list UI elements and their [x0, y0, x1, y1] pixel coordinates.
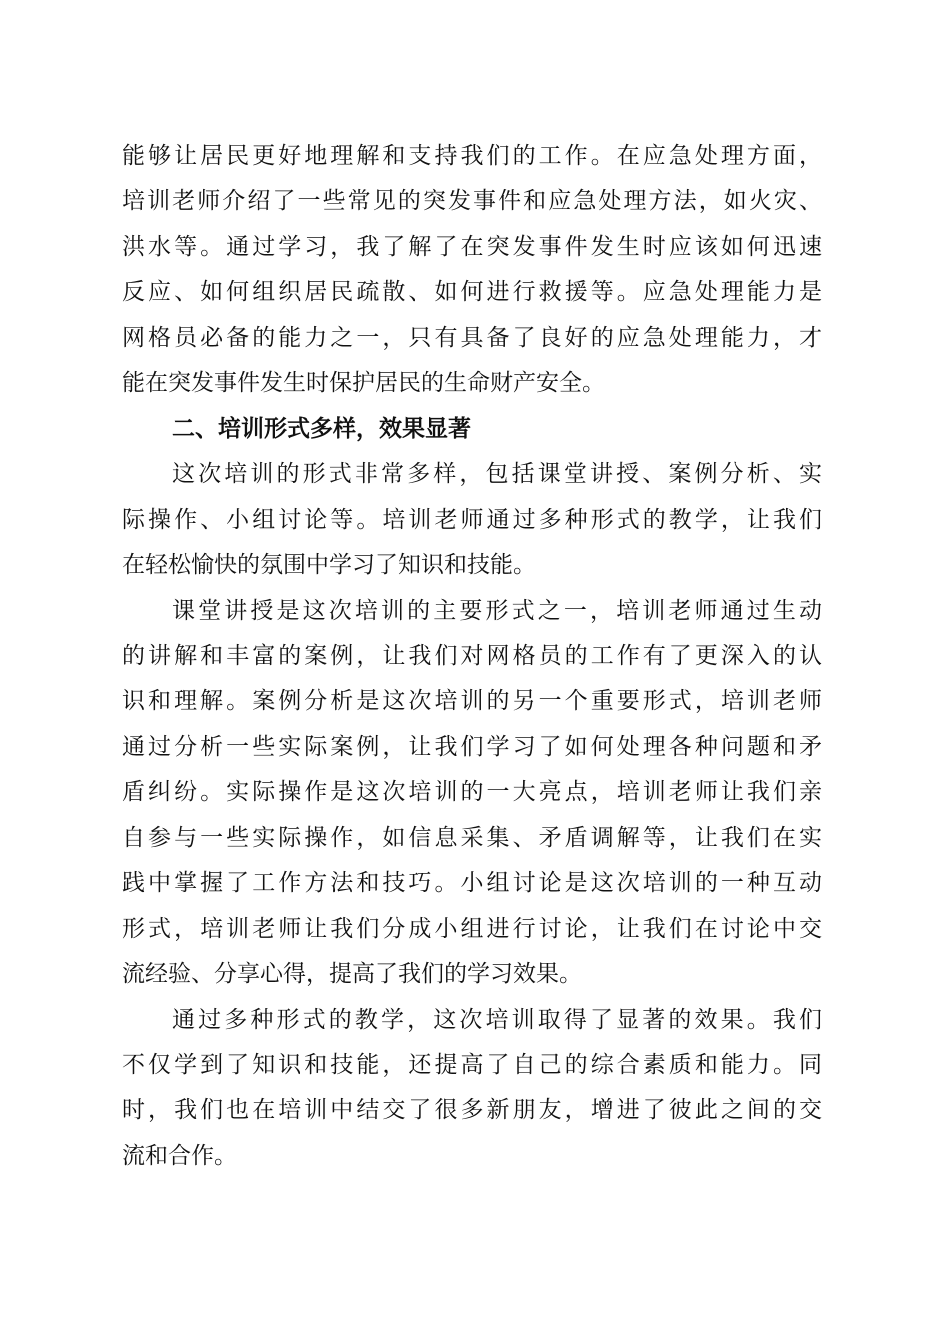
text-line: 流和合作。: [122, 1142, 237, 1169]
text-line: 际操作、小组讨论等。培训老师通过多种形式的教学，让我们: [122, 506, 822, 533]
text-line: 这次培训的形式非常多样，包括课堂讲授、案例分析、实: [172, 461, 822, 488]
text-line: 通过多种形式的教学，这次培训取得了显著的效果。我们: [172, 1006, 822, 1033]
text-line: 通过分析一些实际案例，让我们学习了如何处理各种问题和矛: [122, 733, 822, 760]
text-line: 时，我们也在培训中结交了很多新朋友，增进了彼此之间的交: [122, 1097, 822, 1124]
text-line: 能在突发事件发生时保护居民的生命财产安全。: [122, 370, 605, 397]
text-line: 盾纠纷。实际操作是这次培训的一大亮点，培训老师让我们亲: [122, 779, 822, 806]
text-line: 形式，培训老师让我们分成小组进行讨论，让我们在讨论中交: [122, 915, 822, 942]
text-line: 洪水等。通过学习，我了解了在突发事件发生时应该如何迅速: [122, 233, 822, 260]
section-heading: 二、培训形式多样，效果显著: [172, 415, 471, 442]
text-line: 的讲解和丰富的案例，让我们对网格员的工作有了更深入的认: [122, 642, 822, 669]
text-line: 网格员必备的能力之一，只有具备了良好的应急处理能力，才: [122, 324, 822, 351]
text-line: 流经验、分享心得，提高了我们的学习效果。: [122, 961, 582, 988]
text-line: 践中掌握了工作方法和技巧。小组讨论是这次培训的一种互动: [122, 870, 822, 897]
text-line: 反应、如何组织居民疏散、如何进行救援等。应急处理能力是: [122, 279, 822, 306]
text-line: 培训老师介绍了一些常见的突发事件和应急处理方法，如火灾、: [122, 188, 822, 215]
text-line: 能够让居民更好地理解和支持我们的工作。在应急处理方面，: [122, 143, 822, 169]
text-line: 在轻松愉快的氛围中学习了知识和技能。: [122, 552, 536, 579]
text-line: 识和理解。案例分析是这次培训的另一个重要形式，培训老师: [122, 688, 822, 715]
text-line: 课堂讲授是这次培训的主要形式之一，培训老师通过生动: [172, 597, 822, 624]
text-line: 不仅学到了知识和技能，还提高了自己的综合素质和能力。同: [122, 1052, 822, 1078]
text-line: 自参与一些实际操作，如信息采集、矛盾调解等，让我们在实: [122, 824, 822, 851]
